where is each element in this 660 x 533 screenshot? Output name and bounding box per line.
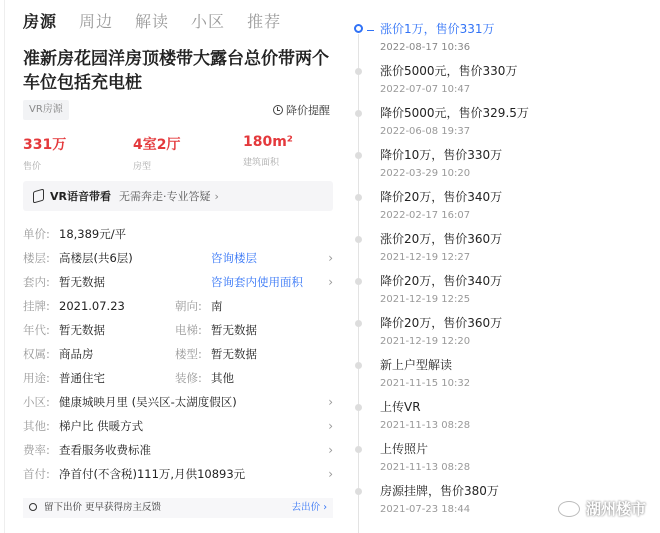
detail-row-other[interactable] <box>23 414 333 438</box>
detail-value: 18,389元/平 <box>59 227 127 241</box>
chevron-right-icon: › <box>328 395 333 409</box>
detail-key: 套内: <box>23 275 50 289</box>
detail-row-down-payment[interactable] <box>23 462 333 486</box>
timeline-event: 降价20万，售价340万 <box>380 274 503 288</box>
tab-community[interactable]: 小区 <box>191 11 226 31</box>
timeline-event: 涨价1万，售价331万 <box>380 22 495 36</box>
timeline-event: 涨价20万，售价360万 <box>380 232 503 246</box>
timeline-event: 上传VR <box>380 400 421 414</box>
price-history-timeline <box>354 20 654 530</box>
timeline-dot <box>355 236 362 243</box>
timeline-event: 新上户型解读 <box>380 358 453 372</box>
detail-key: 电梯: <box>175 323 202 337</box>
stat-layout-label: 房型 <box>133 162 152 172</box>
alarm-clock-icon <box>273 105 283 115</box>
ask-floor-link[interactable]: 咨询楼层 <box>211 251 257 265</box>
timeline-date: 2022-06-08 19:37 <box>380 126 471 137</box>
chevron-right-icon: › <box>328 467 333 481</box>
tab-nearby[interactable]: 周边 <box>79 11 114 31</box>
timeline-dot <box>355 488 362 495</box>
stat-price <box>23 134 66 172</box>
detail-key: 其他: <box>23 419 50 433</box>
detail-key: 挂牌: <box>23 299 50 313</box>
timeline-date: 2022-08-17 10:36 <box>380 42 471 53</box>
chevron-right-icon: › <box>328 275 333 289</box>
detail-row-usage <box>23 366 333 390</box>
detail-key: 首付: <box>23 467 50 481</box>
detail-row-community[interactable] <box>23 390 333 414</box>
timeline-dot <box>355 194 362 201</box>
detail-value: 暂无数据 <box>211 323 257 337</box>
vr-tour-subtitle: 无需奔走·专业答疑 <box>118 190 211 203</box>
timeline-date: 2022-07-07 10:47 <box>380 84 471 95</box>
detail-row-year <box>23 318 333 342</box>
make-offer-button[interactable]: 去出价 › <box>291 502 327 513</box>
detail-key: 年代: <box>23 323 50 337</box>
tab-bar <box>5 0 342 40</box>
detail-key: 朝向: <box>175 299 202 313</box>
detail-value: 商品房 <box>59 347 94 361</box>
detail-key: 楼型: <box>175 347 202 361</box>
detail-row-ownership <box>23 342 333 366</box>
price-drop-alert-label: 降价提醒 <box>286 104 330 117</box>
timeline-event: 降价20万，售价340万 <box>380 190 503 204</box>
timeline-event: 上传照片 <box>380 442 429 456</box>
stat-price-label: 售价 <box>23 162 42 172</box>
timeline-dot <box>355 404 362 411</box>
timeline-date: 2021-12-19 12:20 <box>380 336 471 347</box>
detail-row-floor[interactable] <box>23 246 333 270</box>
chevron-right-icon: › <box>328 419 333 433</box>
detail-value: 查看服务收费标准 <box>59 443 151 457</box>
detail-value: 暂无数据 <box>59 275 105 289</box>
detail-row-inner-area[interactable] <box>23 270 333 294</box>
detail-value: 高楼层(共6层) <box>59 251 133 265</box>
timeline-date: 2021-12-19 12:25 <box>380 294 471 305</box>
timeline-dot <box>355 320 362 327</box>
detail-value: 2021.07.23 <box>59 299 125 313</box>
stat-area-label: 建筑面积 <box>243 158 280 168</box>
timeline-date: 2021-11-13 08:28 <box>380 420 471 431</box>
tab-recommend[interactable]: 推荐 <box>247 11 282 31</box>
stat-layout <box>133 134 180 172</box>
watermark <box>558 498 646 519</box>
price-drop-alert-button[interactable] <box>273 102 330 118</box>
stat-area <box>243 134 293 168</box>
timeline-dot <box>355 446 362 453</box>
stat-price-value: 331万 <box>23 137 67 153</box>
detail-value: 暂无数据 <box>59 323 105 337</box>
detail-value: 暂无数据 <box>211 347 257 361</box>
detail-key: 楼层: <box>23 251 50 265</box>
timeline-event: 降价5000元，售价329.5万 <box>380 106 529 120</box>
listing-card <box>4 0 342 533</box>
detail-key: 单价: <box>23 227 50 241</box>
timeline-dot <box>355 278 362 285</box>
detail-value: 其他 <box>211 371 234 385</box>
vr-cube-icon <box>33 189 44 204</box>
watermark-text: 湖州楼市 <box>585 500 646 518</box>
chevron-right-icon: › <box>214 189 219 203</box>
timeline-dot <box>355 68 362 75</box>
detail-row-listed <box>23 294 333 318</box>
timeline-connector <box>367 30 374 31</box>
timeline-dot <box>355 362 362 369</box>
timeline-event: 降价10万，售价330万 <box>380 148 503 162</box>
detail-row-unit-price <box>23 222 333 246</box>
timeline-event: 降价20万，售价360万 <box>380 316 503 330</box>
detail-key: 装修: <box>175 371 202 385</box>
stat-layout-value: 4室2厅 <box>133 137 181 153</box>
stat-area-value: 180m² <box>243 134 293 150</box>
timeline-dot <box>355 110 362 117</box>
detail-key: 权属: <box>23 347 50 361</box>
vr-badge: VR房源 <box>23 100 69 120</box>
key-stats <box>23 134 333 174</box>
listing-title: 准新房花园洋房顶楼带大露台总价带两个车位包括充电桩 <box>23 49 329 93</box>
timeline-date: 2021-07-23 18:44 <box>380 504 471 515</box>
detail-value: 普通住宅 <box>59 371 105 385</box>
offer-bar <box>23 498 333 518</box>
ask-inner-area-link[interactable]: 咨询套内使用面积 <box>211 275 303 289</box>
vr-tour-bar[interactable] <box>23 181 333 211</box>
timeline-date: 2021-11-13 08:28 <box>380 462 471 473</box>
timeline-date: 2022-02-17 16:07 <box>380 210 471 221</box>
tab-analysis[interactable]: 解读 <box>135 11 170 31</box>
timeline-event: 房源挂牌，售价380万 <box>380 484 499 498</box>
tab-listing[interactable]: 房源 <box>23 11 58 31</box>
timeline-date: 2022-03-29 10:20 <box>380 168 471 179</box>
detail-value: 净首付(不含税)111万,月供10893元 <box>59 467 246 481</box>
offer-message: 留下出价 更早获得房主反馈 <box>44 502 162 513</box>
detail-row-fees[interactable] <box>23 438 333 462</box>
detail-key: 用途: <box>23 371 50 385</box>
vr-tour-title: VR语音带看 <box>50 190 111 203</box>
detail-key: 费率: <box>23 443 50 457</box>
detail-value: 健康城映月里 (吴兴区-太湖度假区) <box>59 395 237 409</box>
timeline-dot <box>355 152 362 159</box>
wechat-icon <box>558 501 580 517</box>
timeline-dot-active <box>354 24 363 33</box>
detail-key: 小区: <box>23 395 50 409</box>
timeline-date: 2021-11-15 10:32 <box>380 378 471 389</box>
detail-value: 南 <box>211 299 223 313</box>
timeline-date: 2021-12-19 12:27 <box>380 252 471 263</box>
detail-value: 梯户比 供暖方式 <box>59 419 144 433</box>
chevron-right-icon: › <box>328 443 333 457</box>
offer-icon <box>29 503 37 511</box>
chevron-right-icon: › <box>328 251 333 265</box>
timeline-event: 涨价5000元，售价330万 <box>380 64 518 78</box>
